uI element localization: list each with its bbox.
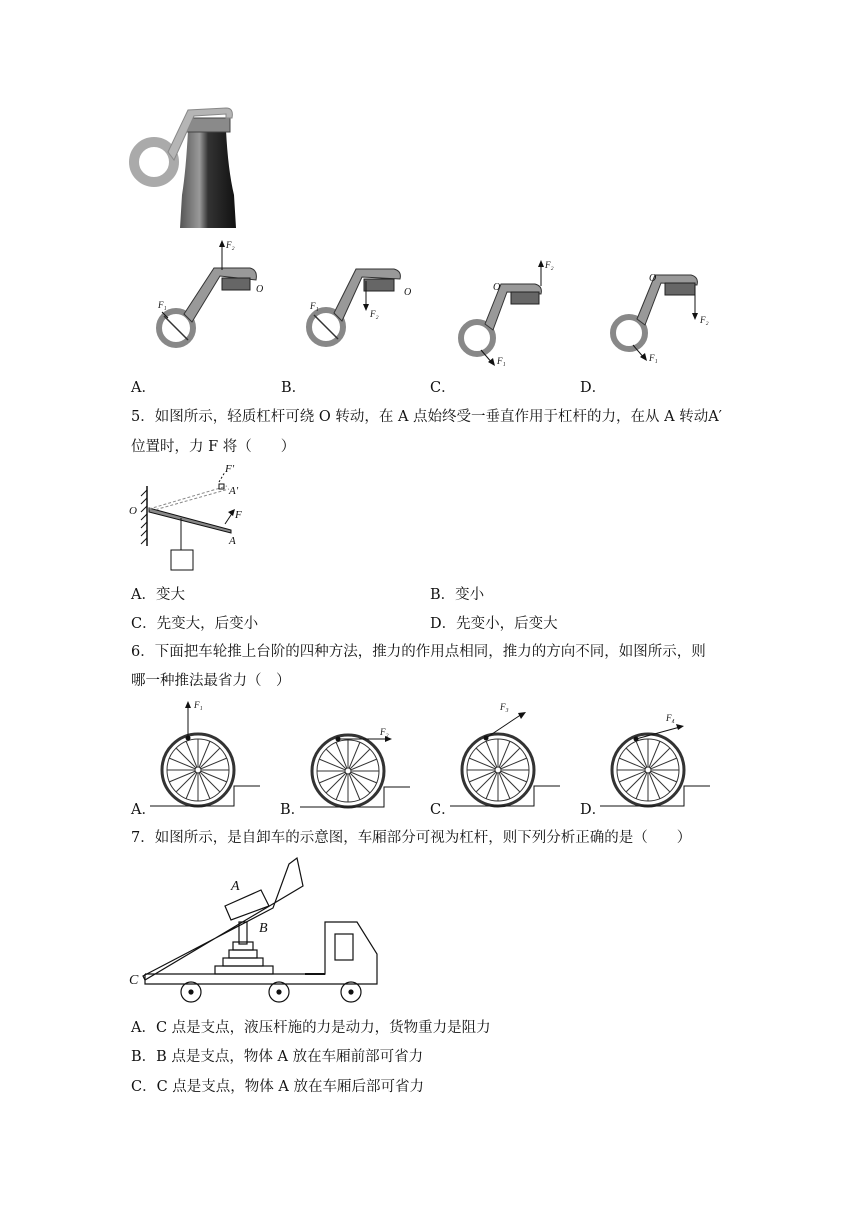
opener-diagram-c xyxy=(455,258,565,368)
svg-text:F₂: F₂ xyxy=(226,240,235,250)
label-o: O xyxy=(129,505,137,517)
q4-option-d[interactable]: D． xyxy=(580,380,607,396)
label-b: B xyxy=(259,921,268,936)
q4-option-c[interactable]: C． xyxy=(430,380,456,396)
q7-option-a[interactable]: A．C 点是支点，液压杆施的力是动力，货物重力是阻力 xyxy=(131,1020,491,1036)
svg-text:O: O xyxy=(256,284,264,295)
q5-option-b[interactable]: B．变小 xyxy=(430,587,485,603)
q5-option-c[interactable]: C．先变大，后变小 xyxy=(131,616,259,632)
label-f: F xyxy=(235,509,242,521)
wheel-diagram-d xyxy=(600,705,720,810)
q6-option-d[interactable]: D． xyxy=(580,802,607,818)
q5-option-a[interactable]: A．变大 xyxy=(131,587,185,603)
svg-text:F₂: F₂ xyxy=(380,727,389,737)
label-a: A xyxy=(229,535,236,547)
svg-text:F₁: F₁ xyxy=(158,300,167,310)
wheel-diagram-b xyxy=(300,725,420,810)
q6-option-b[interactable]: B． xyxy=(280,802,306,818)
q6-option-c[interactable]: C． xyxy=(430,802,456,818)
label-a-prime: A' xyxy=(229,485,239,497)
wheel-diagram-a xyxy=(150,700,270,810)
svg-text:F₂: F₂ xyxy=(700,315,709,325)
svg-text:F₃: F₃ xyxy=(500,702,509,712)
q5-stem-line2: 位置时，力 F 将（ ） xyxy=(131,439,296,455)
opener-diagram-a xyxy=(150,240,270,350)
q7-option-c[interactable]: C．C 点是支点，物体 A 放在车厢后部可省力 xyxy=(131,1079,424,1095)
opener-diagram-d xyxy=(605,265,720,370)
q4-option-a[interactable]: A． xyxy=(131,380,156,396)
svg-text:F₁: F₁ xyxy=(194,700,203,710)
q6-stem-line2: 哪一种推法最省力（ ） xyxy=(131,673,291,689)
q5-option-d[interactable]: D．先变小，后变大 xyxy=(430,616,558,632)
opener-diagram-b xyxy=(300,265,420,355)
q7-stem-line1: 7．如图所示，是自卸车的示意图，车厢部分可视为杠杆，则下列分析正确的是（ ） xyxy=(131,830,692,846)
q4-option-b[interactable]: B． xyxy=(281,380,307,396)
q7-option-b[interactable]: B．B 点是支点，物体 A 放在车厢前部可省力 xyxy=(131,1049,424,1065)
bottle-opener-photo xyxy=(128,100,240,230)
label-c: C xyxy=(129,973,139,988)
svg-text:F₄: F₄ xyxy=(666,713,675,723)
wheel-diagram-c xyxy=(450,700,570,810)
svg-text:F₁: F₁ xyxy=(310,301,319,311)
svg-text:O: O xyxy=(404,287,412,298)
svg-text:F₂: F₂ xyxy=(370,309,379,319)
label-f-prime: F' xyxy=(225,463,235,475)
svg-text:O: O xyxy=(493,282,501,293)
lever-diagram xyxy=(125,462,255,574)
svg-text:O: O xyxy=(649,273,657,284)
svg-text:F₁: F₁ xyxy=(649,353,658,363)
label-a: A xyxy=(231,879,240,894)
q5-stem-line1: 5．如图所示，轻质杠杆可绕 O 转动，在 A 点始终受一垂直作用于杠杆的力，在从 A 转动A′ xyxy=(131,409,722,425)
q6-stem-line1: 6．下面把车轮推上台阶的四种方法，推力的作用点相同，推力的方向不同，如图所示，则 xyxy=(131,644,706,660)
svg-text:F₂: F₂ xyxy=(545,260,554,270)
dump-truck-diagram xyxy=(125,850,385,1010)
q6-option-a[interactable]: A． xyxy=(131,802,156,818)
svg-text:F₁: F₁ xyxy=(497,356,506,366)
